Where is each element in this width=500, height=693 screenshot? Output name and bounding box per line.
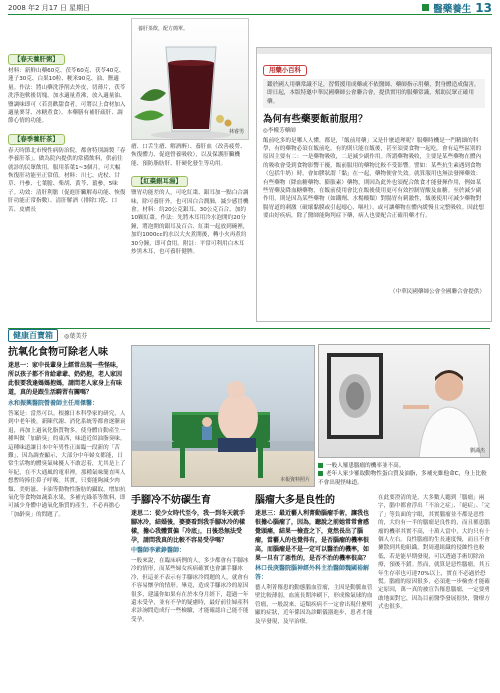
sidebar-source: （中華民國藥師公會全國聯合會提供） bbox=[389, 288, 485, 295]
cold-hands-question: 迷思二：從少女時代至今，我一到冬天就手腳冰冷，結婚後，婆婆看到我手腳冰冷的樣樣，擔心我體質偏「冷底」，日後恐無法受孕，請問我真的比較不容易受孕嗎？ bbox=[131, 510, 246, 544]
heading-liver-tea: 【春季養肝茶】 bbox=[8, 134, 65, 145]
heading-jujube-soup: 【紅棗銀耳湯】 bbox=[131, 176, 188, 187]
page-number: 13 bbox=[475, 0, 492, 15]
liver-tea-text: 春天時節北市慢性病防治院，都會特別調製「春季養肝茶」，做為院內提供的常備飲料，供前往就診的民眾飲用。服用茶葉1~3個月，可大幅恢復肝功能至正常值。材料：川七、虎杖、甘草、丹參、七葉膽、柴胡、黃芩、薑參，5味子。功效：清肝利膽（促進肝臟解毒功能、恢復肝功能正常指數）、清肝解酒（排除口乾、口苦、皮膚長 bbox=[8, 147, 126, 213]
column-1 bbox=[8, 46, 126, 326]
health-col-1 bbox=[8, 346, 126, 688]
liver-porridge-text: 材料：新鮮山藥60克、茯苓60克、茯苓40克、蓮子30克、白果10粒、粳米90克、油、鹽適量。作法：將山藥洗淨削去外皮，切薄片，茯苓洗淨泡軟後切塊，加水適量煮沸，放入適量油、鹽調味即可（若喜歡甜食者，可將以上食材加入適量麥芽、冰糖煮食）。本藥膳有補肝疏肝、調節心情的功能。 bbox=[8, 68, 126, 125]
jujube-soup-text: 鹽胃功能差的人，可吃紅棗、銀耳加一點白合調味，除可養肝外，也可因白合潤肺，滅少感冒機會。材料：約20公克銀耳、30公克百合、加約10顆紅棗。作法：先將木耳用冷水泡開約20分鐘，將泡開的銀耳及百合、紅棗一起放到碗裡，加約1000cc的水以大火煮開後，轉小火再煮約30分鐘，即可食用。附註：平常可利用白木耳炒黑木耳，也可養肝健脾。 bbox=[131, 190, 249, 256]
tea-photo-caption: 養肝茶飲，配方簡單。 bbox=[138, 26, 189, 32]
caption-2: 老年人家少罹取動物性蛋白質及油脂，多補充維他命C，身上比較不會出現怪味道。 bbox=[318, 471, 487, 486]
health-box-label: 健康百寶箱 bbox=[8, 329, 58, 342]
brain-tumor-title: 腦瘤大多是良性的 bbox=[255, 495, 335, 506]
brain-tumor-expert: 林口長庚醫院腦神經外科主治醫師魏國裕解答： bbox=[255, 565, 370, 581]
sidebar-author: ◎李權芳藥師 bbox=[263, 128, 296, 135]
health-box-author: ◎葉美芬 bbox=[64, 333, 88, 340]
beach-photo bbox=[131, 345, 315, 487]
sidebar-intro: 鑑於國人用藥常識不足，習慣援用成藥或不依醫師、藥師指示用藥，對身體造成傷害，即日起，本版特邀中華民國藥師公會聯合會，提供實用的服藥常識，幫助民眾正確用藥。 bbox=[263, 79, 485, 108]
drug-sidebar bbox=[256, 47, 492, 322]
heading-liver-porridge: 【春天養肝粥】 bbox=[8, 54, 65, 65]
health-box-header bbox=[8, 328, 490, 342]
sidebar-label: 用藥小百科 bbox=[263, 65, 307, 76]
health-col-4 bbox=[378, 494, 490, 688]
tea-photo bbox=[131, 18, 249, 140]
oxidant-expert: 永和振興醫院營養師主任周傑馨： bbox=[8, 400, 99, 407]
bullet-icon bbox=[318, 471, 323, 476]
brain-tumor-answer-continued: 在此要澄清的是，大多數人聽到「腦瘤」兩字，腦中都會浮出「不治之症」、「絕症」、「完了」等負面的字眼，其實腦瘤並不都是惡性的，大約有一半的腦瘤是良性的，而且罹患腦瘤的機率其實不高，十萬人當中，大約只有十個人左右。良性腦瘤的生長速度慢，而且不會擴散到其他組織，對周邊組織的侵蝕性也較低，若是能早期發現，可以透過手術切除治療，預後不錯。然而，就算是惡性腦瘤，其五年生存率也可達70%以上，實在不必過於恐慌。腦瘤的原因很多，必須進一步檢查才能確定原因，萬一真的被宣告罹患腦瘤，一定要勇敢地面對它，因為目前醫學發展很快，醫療方式也很多。 bbox=[378, 495, 490, 611]
beach-scene-illustration bbox=[132, 346, 315, 487]
oxidant-answer: 答案是：當然可以。根據日本科學家的研究，人到中老年後，新陳代謝、消化系統等都會逐漸衰退，再加上過氧化脂質物多，使身體自動產生一種叫做「加齡臭」的東西，味道近似油脂臭味。這種味道讓日本中年男性正面臨一段新的「苦難」，因為調查顯示，大部分中年婦女都能，日常生活物的體臭氣味擾人不敢忍着，尤其是上了年紀，在不大通風的電車裡，那種氣味簡直叫人想暫時捧住鼻子呼吸。其實，只要能夠減少肉類、美奶滋、卡油等動物性脂肪的攝取，增加抗氧化等食物如蔬菜水果，多補充綠茶等飲料，即可減少身體中過氧化脂質的產生，不必再擔心「加齡臭」的問題了。 bbox=[8, 411, 126, 518]
brain-tumor-answer: 藝人利菁罹患的動態腦血管瘤，主因是動脈血管壁比較薄弱，血流長期沖刷下，形成像氣球的血管瘤，一般說來，這類疾病不一定會出現什麼明顯的症狀，近年係因為診斷儀器進步，患者才能及早發現，及早治療。 bbox=[255, 585, 373, 625]
sidebar-title: 為何有些藥要飯前服用？ bbox=[263, 114, 368, 126]
brain-tumor-question: 迷思三：最近藝人利菁動腦瘤手術，讓我也很擔心腦瘤了，因為，聽說之前她常常會感覺頭痛，結果一檢查之下，竟然長出了腦瘤，當藝人的也覺得有，是否腦瘤的機率很高，而腦瘤是不是一定可以醫治的機率，如果一旦有了惡性的，是否不治的機率很高？ bbox=[255, 510, 370, 562]
cold-hands-title: 手腳冷不妨碳生育 bbox=[131, 495, 211, 506]
doctor-photo-captions bbox=[318, 462, 490, 487]
header-right bbox=[422, 1, 492, 15]
header-date: 2008 年2 月17 日 星期日 bbox=[8, 3, 91, 12]
oxidant-title: 抗氧化食物可除老人味 bbox=[8, 347, 108, 358]
beach-photo-credit: 本報資料照片 bbox=[279, 477, 310, 483]
liver-tea-text-continued: 瘡、口舌生瘡、解酒醉）、養肝血（改善疲勞、恢復體力、促進營養吸收），以及保護肝臟機能、預防脂肪肝、肝硬化發生等功用。 bbox=[131, 144, 246, 167]
sidebar-body: 飯前吃多的是哪人人懂，都是，「飯前用藥」又是什麼道理呢？服藥時機是一門精細的科學，有的藥物必須在飯前吃，有的則只能在飯後，甚至須要食物一起吃。會有這些區別的原因主要有二：一是藥物吸收，二是減少副作用。所謂藥物吸收，主要是某些藥物在體內的吸收會受到食物影響干擾，飯前服用的藥物比較不受影響。譬如：某些抗生素遇到食物（包括牛奶）時，會如膠狀謂「黏」在一起，藥物便會失效。就算服用也無法發揮藥效：有些藥物（降血糖藥物、膨脹素）藥物，則因為此外也須配合飲食才能發揮作用，例如某些胃藥及降血糖藥物，在飯前使用會比在飯後使用更可有效控制胃酸及血糖。至於減少副作用，則是因為某些藥物（如鐵劑、水楊酸類）對腸胃有刺激性，飯後使用可減少藥物對腸胃道的刺激（破壞黏膜或引起噁心、嘔吐），或可讓藥物在體內緩慢且完整吸收。因此想要由好疾病，除了醫師能夠判症下藥，病人也要配合正確用藥才行。 bbox=[263, 137, 484, 220]
cold-hands-expert: 中醫師李素錚醫師： bbox=[131, 547, 186, 554]
health-col-2 bbox=[131, 494, 249, 688]
tea-photo-credit: 林睿男 bbox=[228, 129, 244, 135]
caption-1: 一般人罹患腦瘤的機率並不高。 bbox=[326, 463, 405, 469]
green-square-icon bbox=[422, 4, 429, 11]
oxidant-question: 迷思一：家中長輩身上經常出現一些怪味，所以孩子都不肯給爺爺、奶奶抱，老人家因此很要我逢媽媽抱媽，請問老人家身上有味道，真的是跟生活騎習有關嗎？ bbox=[8, 362, 123, 396]
bullet-icon bbox=[318, 463, 323, 468]
column-2 bbox=[131, 143, 249, 327]
section-name: 醫藥養生 bbox=[433, 3, 472, 15]
doctor-photo-credit: 劉滿杰 bbox=[469, 448, 485, 454]
doctor-scene-illustration bbox=[319, 345, 490, 458]
doctor-photo bbox=[318, 344, 490, 458]
cold-hands-answer: 一般來說，在臨床病例的人，多少都會有手腳冰冷的情形，而某些婦女疾病確實也會讓手腳冰冷，但這並不表示有手腳冰冷問題的人，就會有不容易懷孕的情形。畢竟，造成手腳冰冷的原因很多，建議你如果有在於本身月經下，超過一年還未受孕，並有不孕的疑慮時，最好前往婦產科求診詢問造成行一些檢驗，才能確認自己能不能受孕。 bbox=[131, 558, 249, 623]
tea-glass-illustration bbox=[132, 19, 250, 141]
health-col-3 bbox=[255, 494, 373, 688]
page-header bbox=[8, 1, 492, 15]
